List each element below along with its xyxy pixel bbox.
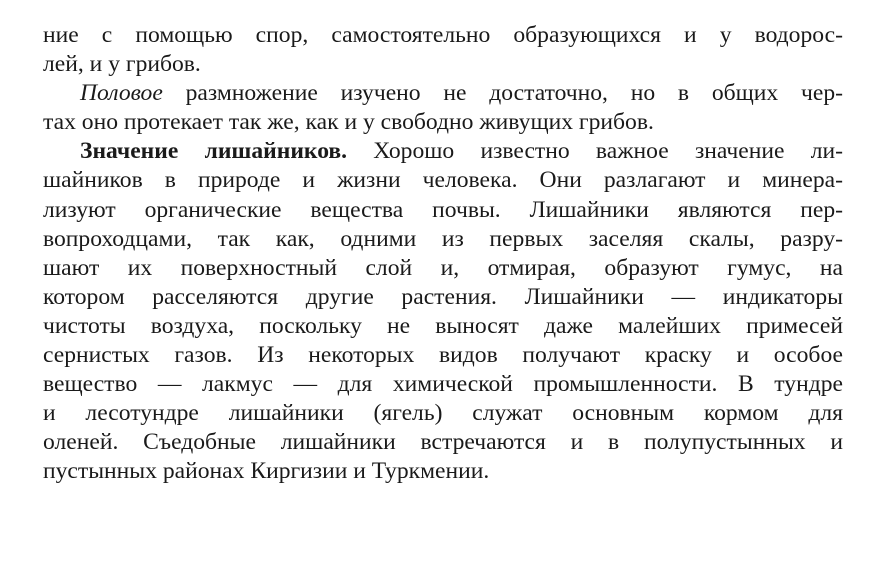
- italic-term: Половое: [80, 80, 163, 107]
- paragraph-sexual-reproduction: [43, 79, 843, 137]
- text-line: оленей. Съедобные лишайники встречаются и в полупустынных и: [43, 429, 843, 456]
- document-page: [43, 21, 843, 487]
- text-line: [43, 79, 843, 108]
- text-line: тах оно протекает так же, как и у свободно живущих грибов.: [43, 109, 654, 136]
- text-line: [43, 137, 843, 166]
- text-line: вещество — лакмус — для химической промышленности. В тундре: [43, 371, 843, 398]
- text-line: ние с помощью спор, самостоятельно образующихся и у водорос-: [43, 22, 843, 48]
- text-line: пустынных районах Киргизии и Туркмении.: [43, 458, 490, 485]
- text-line: чистоты воздуха, поскольку не выносят даже малейших примесей: [43, 312, 843, 339]
- text-fragment: Хорошо известно важное значение ли-: [347, 138, 843, 165]
- text-line: лей, и у грибов.: [43, 51, 201, 78]
- text-line: шают их поверхностный слой и, отмирая, образуют гумус, на: [43, 254, 843, 281]
- paragraph-lichen-significance: [43, 137, 843, 486]
- section-heading: Значение лишайников.: [80, 138, 348, 165]
- text-line: сернистых газов. Из некоторых видов получают краску и особое: [43, 342, 843, 369]
- text-line: вопроходцами, так как, одними из первых заселяя скалы, разру-: [43, 225, 843, 252]
- text-line: котором расселяются другие растения. Лишайники — индикаторы: [43, 283, 843, 310]
- text-line: и лесотундре лишайники (ягель) служат основным кормом для: [43, 400, 843, 427]
- text-fragment: размножение изучено не достаточно, но в общих чер-: [162, 80, 843, 107]
- paragraph-spores: [43, 21, 843, 79]
- text-line: лизуют органические вещества почвы. Лишайники являются пер-: [43, 196, 843, 223]
- text-line: шайников в природе и жизни человека. Они разлагают и минера-: [43, 167, 843, 194]
